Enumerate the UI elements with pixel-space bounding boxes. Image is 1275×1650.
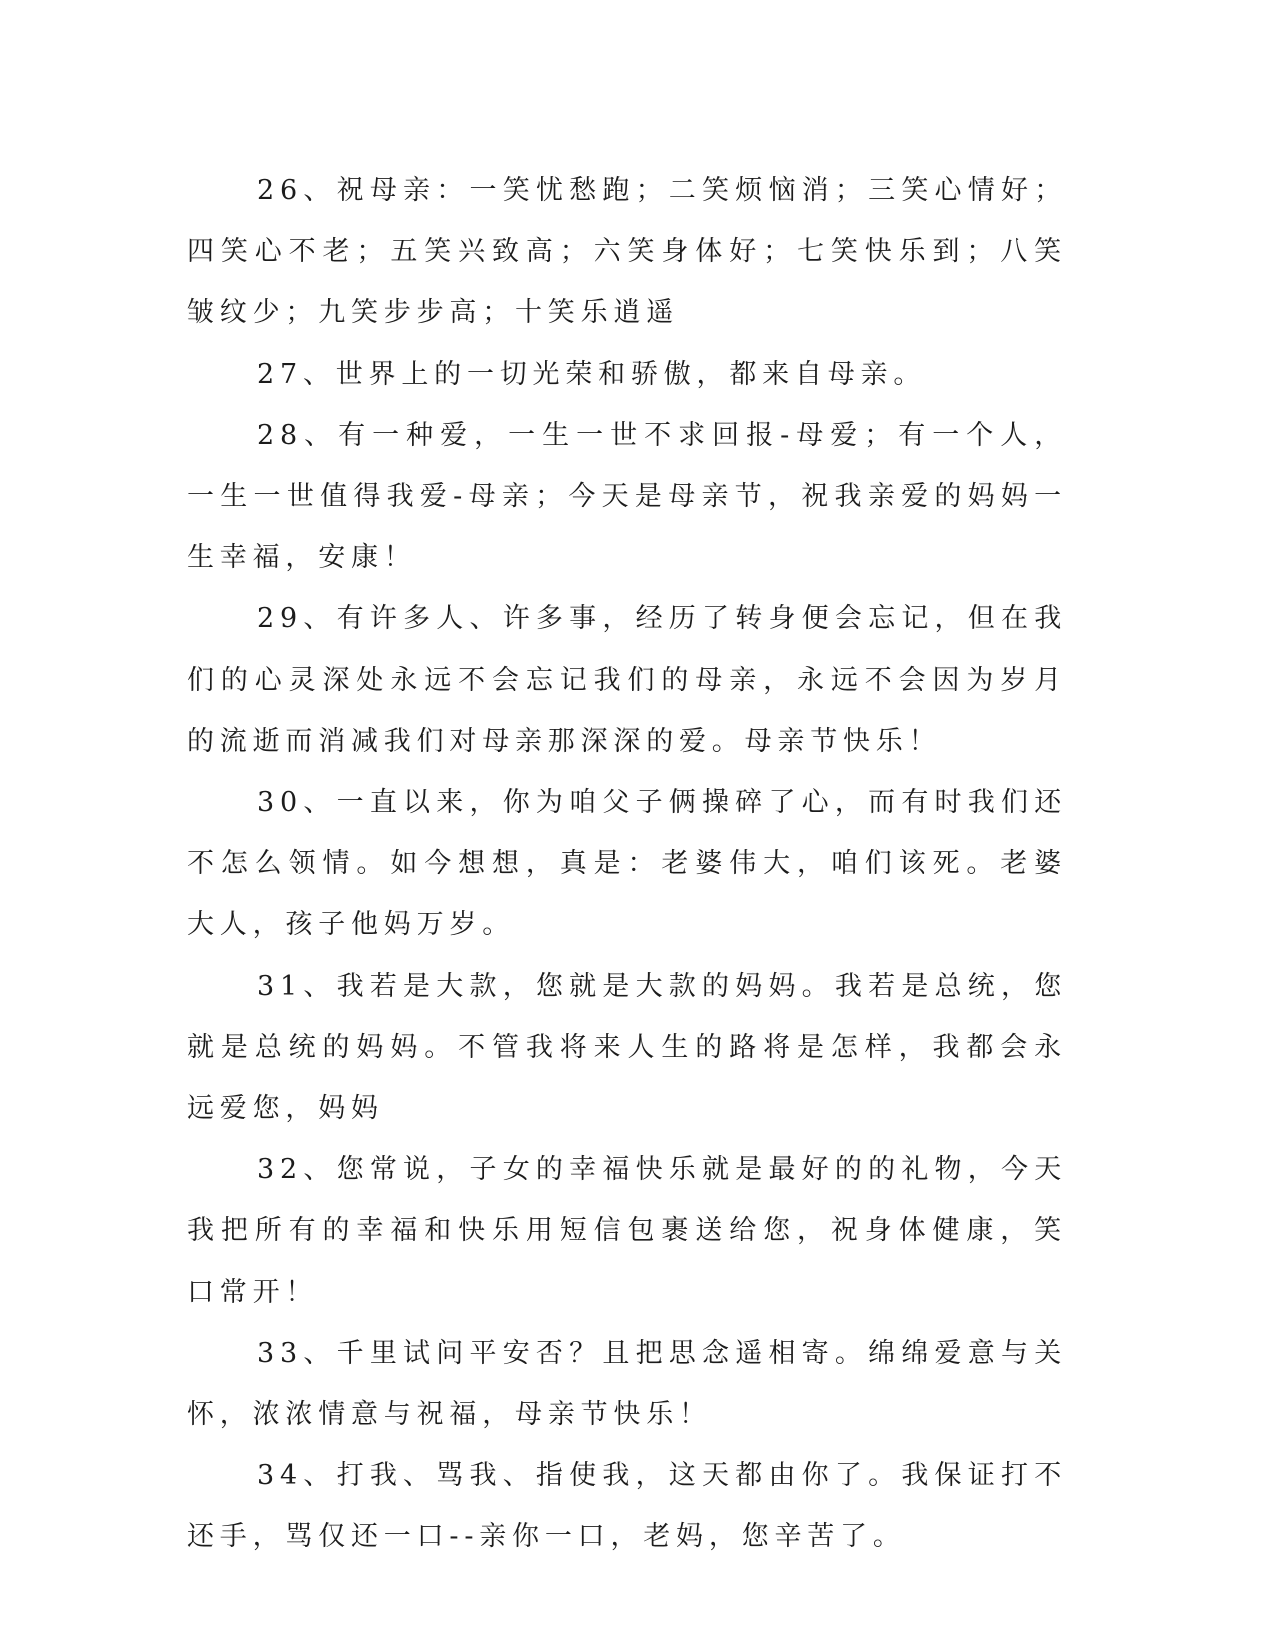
paragraph-29: 29、有许多人、许多事，经历了转身便会忘记，但在我们的心灵深处永远不会忘记我们的母亲，永远不会因为岁月的流逝而消减我们对母亲那深深的爱。母亲节快乐！	[187, 603, 1067, 757]
paragraph-32: 32、您常说，子女的幸福快乐就是最好的的礼物，今天我把所有的幸福和快乐用短信包裹送给您，祝身体健康，笑口常开！	[187, 1154, 1067, 1308]
paragraph-26: 26、祝母亲：一笑忧愁跑；二笑烦恼消；三笑心情好；四笑心不老；五笑兴致高；六笑身体好；七笑快乐到；八笑皱纹少；九笑步步高；十笑乐逍遥	[187, 175, 1067, 329]
paragraph-28: 28、有一种爱，一生一世不求回报-母爱；有一个人，一生一世值得我爱-母亲；今天是母亲节，祝我亲爱的妈妈一生幸福，安康！	[187, 419, 1067, 574]
paragraph-33: 33、千里试问平安否？且把思念遥相寄。绵绵爱意与关怀，浓浓情意与祝福，母亲节快乐！	[187, 1337, 1067, 1431]
paragraph-34: 34、打我、骂我、指使我，这天都由你了。我保证打不还手，骂仅还一口--亲你一口，老妈，您辛苦了。	[187, 1460, 1067, 1553]
paragraph-30: 30、一直以来，你为咱父子俩操碎了心，而有时我们还不怎么领情。如今想想，真是：老婆伟大，咱们该死。老婆大人，孩子他妈万岁。	[187, 787, 1067, 941]
document-body	[187, 160, 1067, 1568]
paragraph-31: 31、我若是大款，您就是大款的妈妈。我若是总统，您就是总统的妈妈。不管我将来人生的路将是怎样，我都会永远爱您，妈妈	[187, 970, 1067, 1125]
paragraph-27: 27、世界上的一切光荣和骄傲，都来自母亲。	[257, 358, 927, 390]
